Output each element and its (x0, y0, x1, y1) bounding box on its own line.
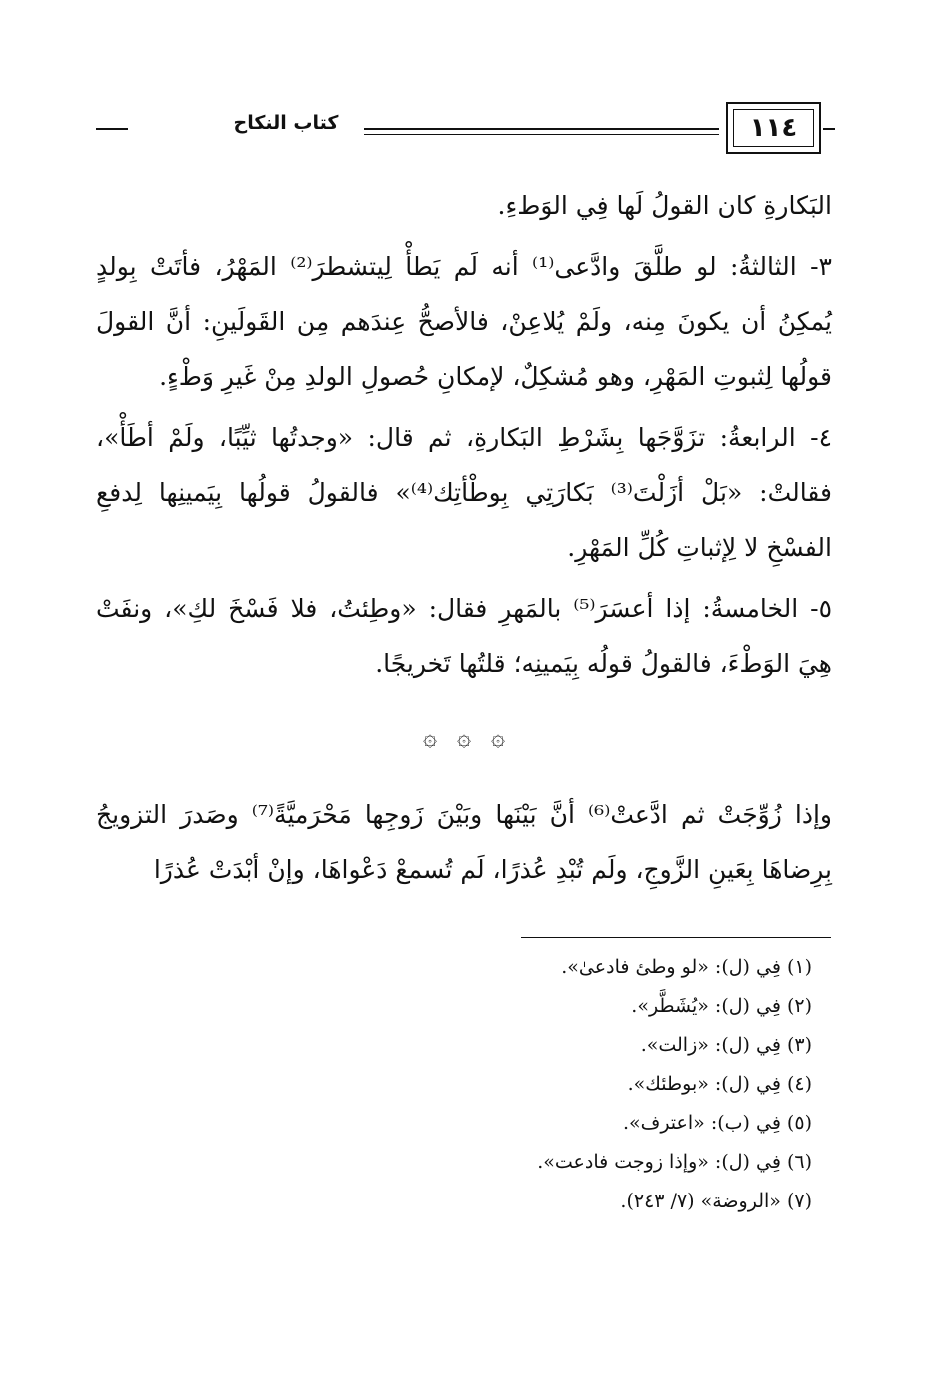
page-number: ١١٤ (749, 113, 798, 143)
paragraph-text: وإذا زُوِّجَتْ ثم ادَّعتْ⁽⁶⁾ أنَّ بَيْنَها وبَيْنَ زَوجِها مَحْرَميَّةً⁽⁷⁾ وصَدرَ التزويجُ بِرِضاهَا بِعَينِ الزَّوجِ، ولَم تُبْدِ عُذرًا، لَم تُسمعْ دَعْواهَا، وإنْ أبْدَتْ عُذرًا (96, 800, 832, 884)
footnote-7: (٧) «الروضة» (٧/ ٢٤٣). (620, 1190, 812, 1212)
book-title: كتاب النكاح (233, 112, 339, 134)
footnote-1: (١) فِي (ل): «لو وطئ فادعىٰ». (561, 956, 812, 978)
footnote-3: (٣) فِي (ل): «زالت». (640, 1034, 812, 1056)
footnote-4: (٤) فِي (ل): «بوطئك». (627, 1073, 812, 1095)
star-ornament-icon: ۞ (422, 723, 438, 751)
paragraph-new-section (96, 787, 832, 897)
page-header (96, 100, 831, 160)
footnote-2: (٢) فِي (ل): «يُشَطَّر». (631, 995, 812, 1017)
header-rule-left-short (96, 128, 128, 130)
section-divider (96, 709, 832, 765)
header-rule-right-short (823, 128, 835, 130)
footnote-separator (521, 937, 831, 938)
paragraph-text: ٥- الخامسةُ: إذا أعسَرَ⁽⁵⁾ بالمَهرِ فقال: «وطِئتُ، فلا فَسْخَ لكِ»، ونفَتْ هِيَ الوَطْءَ، فالقولُ قولُه بِيَمينِه؛ قلتُها تَخريجًا. (96, 594, 832, 678)
footnote-5: (٥) فِي (ب): «اعترف». (622, 1112, 812, 1134)
star-ornament-icon: ۞ (456, 723, 472, 751)
footnote-6: (٦) فِي (ل): «وإذا زوجت فادعت». (537, 1151, 812, 1173)
paragraph-text: البَكارةِ كان القولُ لَها فِي الوَطءِ. (497, 191, 832, 220)
paragraph-fifth-case (96, 581, 832, 691)
paragraph-continuation (96, 178, 832, 233)
main-text (96, 178, 832, 903)
footnotes (200, 948, 812, 1221)
paragraph-fourth-case (96, 410, 832, 575)
header-rule-long (364, 128, 719, 130)
paragraph-text: ٣- الثالثةُ: لو طلَّقَ وادَّعى⁽¹⁾ أنه لَم يَطأْ لِيتشطرَ⁽²⁾ المَهْرُ، فأتَتْ بِولدٍ يُمكِنُ أن يكونَ مِنه، ولَمْ يُلاعِنْ، فالأصحُّ عِندَهم مِن القَولَينِ: أنَّ القولَ قولُها لِثبوتِ المَهْرِ، وهو مُشكِلٌ، لإمكانِ حُصولِ الولدِ مِنْ غَيرِ وَطْءٍ. (96, 252, 832, 391)
header-rule-long-thin (364, 134, 719, 135)
star-ornament-icon: ۞ (490, 723, 506, 751)
paragraph-text: ٤- الرابعةُ: تزَوَّجَها بِشَرْطِ البَكارةِ، ثم قال: «وجدتُها ثيِّبًا، ولَمْ أطَأْ»، فقالتْ: «بَلْ أزَلْتَ⁽³⁾ بَكارَتِي بِوطْأتِك⁽⁴⁾» فالقولُ قولُها بِيَمينِها لِدفعِ الفسْخِ لا لِإثباتِ كُلِّ المَهْرِ. (96, 423, 832, 562)
page-number-box (726, 102, 821, 154)
paragraph-third-case (96, 239, 832, 404)
